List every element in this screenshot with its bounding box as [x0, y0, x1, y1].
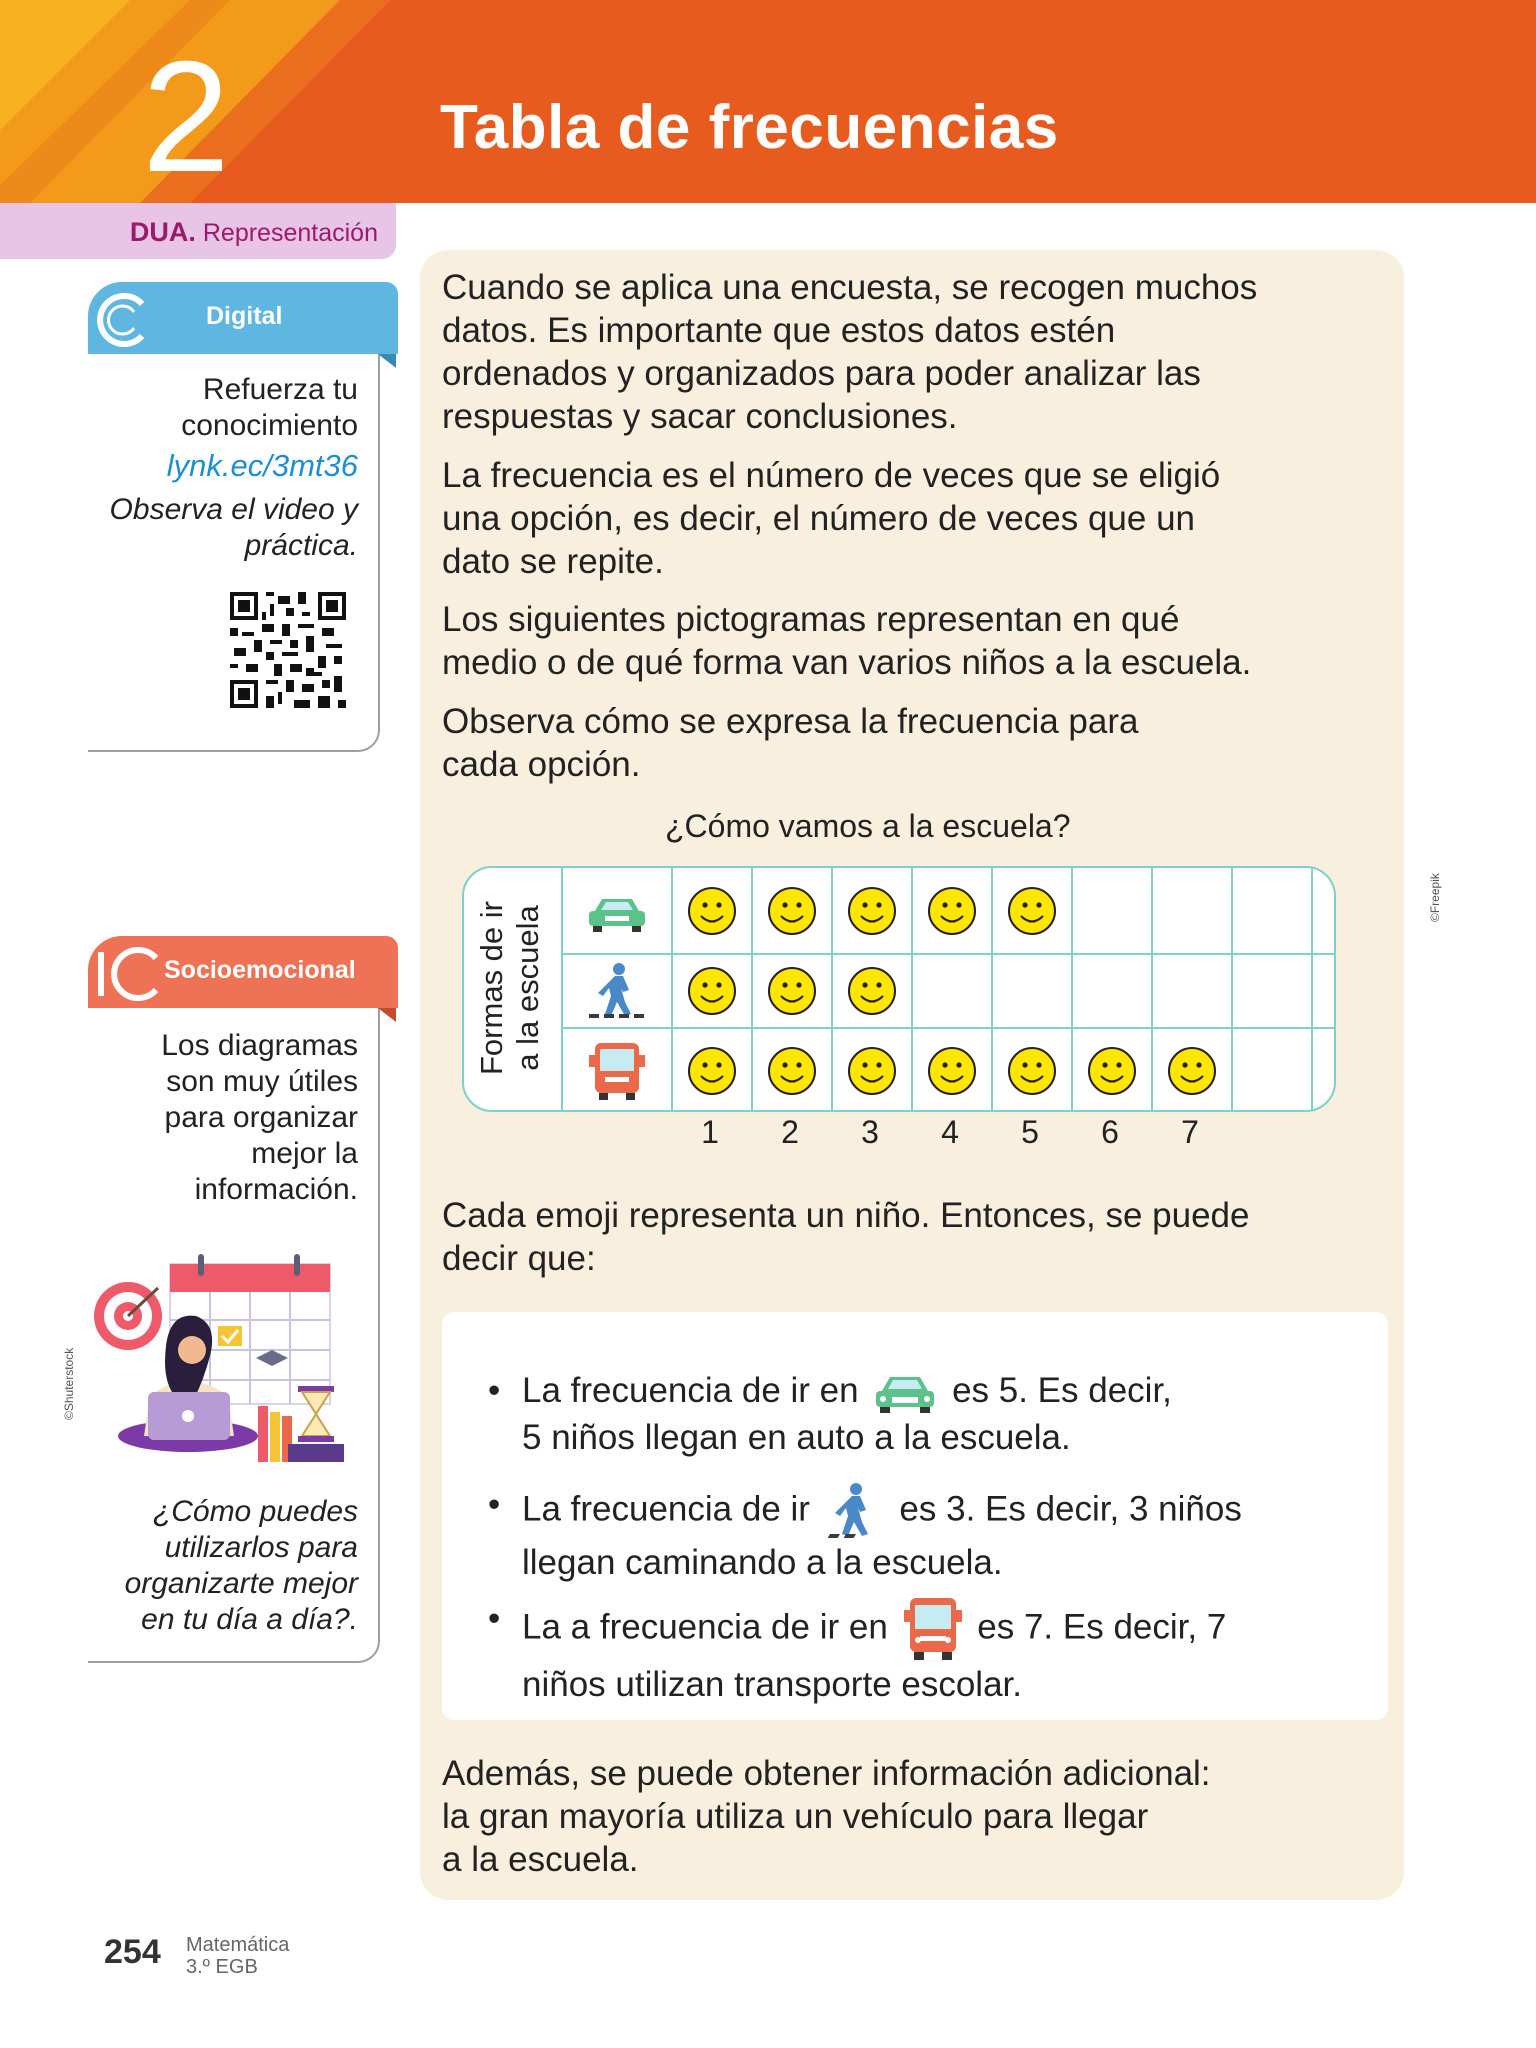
emoji-paragraph	[442, 1194, 1392, 1280]
frequency-text: es 5. Es decir,	[952, 1371, 1172, 1410]
car-icon	[874, 1371, 936, 1415]
digital-hint	[110, 492, 358, 564]
dua-prefix: DUA.	[129, 217, 196, 247]
frequency-item-bus	[488, 1596, 1368, 1708]
x-tick-label: 2	[781, 1114, 799, 1150]
dua-label	[130, 217, 378, 248]
smiley-icon	[929, 1048, 975, 1094]
image-credit: ©Freepik	[1428, 873, 1442, 922]
frequency-line	[488, 1482, 1368, 1540]
digital-line: Refuerza tu	[202, 373, 358, 406]
text-line: Cuando se aplica una encuesta, se recogen muchos	[442, 268, 1258, 307]
frequency-text: La frecuencia de ir en	[522, 1371, 859, 1410]
x-tick-label: 3	[861, 1114, 879, 1150]
text-line: la gran mayoría utiliza un vehículo para llegar	[442, 1797, 1149, 1836]
page-header	[0, 0, 1536, 203]
illustration-credit: ©Shuterstock	[62, 1347, 76, 1420]
smiley-icon	[689, 888, 735, 934]
frequency-item-walking	[488, 1482, 1368, 1586]
digital-tab	[88, 282, 398, 354]
smiley-icon	[689, 968, 735, 1014]
text-line: dato se repite.	[442, 542, 664, 581]
socio-question-line: en tu día a día?.	[141, 1603, 358, 1636]
frequency-text: La a frecuencia de ir en	[522, 1607, 888, 1647]
text-line: Los siguientes pictogramas representan en qué	[442, 600, 1180, 639]
digital-text	[181, 372, 358, 444]
digital-hint-line: práctica.	[244, 529, 358, 562]
woman-calendar-illustration	[88, 1246, 388, 1466]
x-tick-label: 1	[701, 1114, 719, 1150]
frequency-line	[488, 1596, 1368, 1662]
x-tick-label: 7	[1181, 1114, 1199, 1150]
conclusion-paragraph	[442, 1752, 1392, 1881]
text-line: Además, se puede obtener información adicional:	[442, 1754, 1211, 1793]
qr-code-icon[interactable]	[230, 592, 346, 708]
bullet: •	[488, 1371, 501, 1410]
socio-question	[125, 1494, 358, 1638]
intro-paragraph	[442, 266, 1392, 438]
smiley-icon	[1009, 1048, 1055, 1094]
text-line: cada opción.	[442, 745, 641, 784]
text-line: datos. Es importante que estos datos estén	[442, 311, 1116, 350]
frequency-line: llegan caminando a la escuela.	[522, 1543, 1003, 1582]
pictogram-table	[462, 866, 1336, 1112]
socio-line: para organizar	[164, 1101, 358, 1134]
smiley-icon	[689, 1048, 735, 1094]
smiley-icon	[849, 968, 895, 1014]
y-label-line: Formas de ir	[474, 901, 509, 1075]
digital-box	[88, 282, 380, 752]
socio-question-line: organizarte mejor	[124, 1567, 358, 1600]
tab-fold	[378, 354, 396, 368]
frequency-text: es 7. Es decir, 7	[977, 1607, 1227, 1647]
bus-icon	[589, 1043, 645, 1100]
x-tick-label: 6	[1101, 1114, 1119, 1150]
socio-text	[161, 1028, 358, 1208]
digital-link[interactable]: lynk.ec/3mt36	[166, 448, 358, 483]
smiley-icon	[849, 1048, 895, 1094]
x-tick-label: 4	[941, 1114, 959, 1150]
frequency-line: niños utilizan transporte escolar.	[522, 1665, 1022, 1704]
header-stripes	[0, 0, 460, 203]
socio-line: Los diagramas	[161, 1029, 358, 1062]
text-line: La frecuencia es el número de veces que se eligió	[442, 456, 1221, 495]
lesson-number: 2	[142, 29, 230, 203]
smiley-icon	[1169, 1048, 1215, 1094]
smiley-icon	[1009, 888, 1055, 934]
dua-representation: Representación	[202, 219, 378, 247]
pictogram-grid	[464, 868, 1336, 1112]
page-title: Tabla de frecuencias	[440, 93, 1059, 162]
pictogram-paragraph	[442, 598, 1392, 684]
digital-line: conocimiento	[181, 409, 358, 442]
text-line: ordenados y organizados para poder analizar las	[442, 354, 1201, 393]
subject-label	[186, 1934, 289, 1978]
socio-tab-label: Socioemocional	[164, 956, 356, 984]
digital-tab-label: Digital	[206, 302, 283, 330]
socio-line: mejor la	[251, 1137, 358, 1170]
bullet: •	[488, 1485, 501, 1524]
text-line: Cada emoji representa un niño. Entonces, se puede	[442, 1196, 1250, 1235]
socio-ic-icon	[90, 944, 170, 1004]
pedestrian-icon	[826, 1482, 884, 1540]
text-line: medio o de qué forma van varios niños a la escuela.	[442, 643, 1252, 682]
page-number: 254	[104, 1933, 161, 1971]
definition-paragraph	[442, 454, 1392, 583]
bus-icon	[904, 1596, 962, 1662]
smiley-icon	[929, 888, 975, 934]
frequency-text: es 3. Es decir, 3 niños	[899, 1489, 1242, 1529]
pictogram-y-label	[474, 868, 546, 1108]
socio-box	[88, 936, 380, 1663]
smiley-icon	[769, 888, 815, 934]
text-line: a la escuela.	[442, 1840, 639, 1879]
frequency-box	[442, 1312, 1388, 1720]
socio-question-line: utilizarlos para	[164, 1531, 358, 1564]
dua-bar	[0, 203, 396, 259]
digital-hint-line: Observa el video y	[109, 493, 358, 526]
smiley-icon	[769, 968, 815, 1014]
socio-tab	[88, 936, 398, 1008]
text-line: respuestas y sacar conclusiones.	[442, 397, 958, 436]
smiley-icon	[1089, 1048, 1135, 1094]
socio-line: son muy útiles	[166, 1065, 358, 1098]
chart-title: ¿Cómo vamos a la escuela?	[665, 808, 1071, 844]
x-tick-label: 5	[1021, 1114, 1039, 1150]
subject-name: Matemática	[186, 1934, 290, 1956]
frequency-line: 5 niños llegan en auto a la escuela.	[522, 1417, 1071, 1457]
tab-fold	[378, 1008, 396, 1022]
observe-paragraph	[442, 700, 1392, 786]
main-panel	[420, 250, 1404, 1900]
frequency-text: La frecuencia de ir	[522, 1489, 810, 1529]
digital-c-icon	[90, 290, 154, 350]
pedestrian-icon	[589, 963, 644, 1018]
frequency-item-car	[488, 1368, 1368, 1461]
text-line: una opción, es decir, el número de veces que un	[442, 499, 1195, 538]
frequency-line	[488, 1368, 1368, 1415]
smiley-icon	[769, 1048, 815, 1094]
smiley-icon	[849, 888, 895, 934]
grade-name: 3.º EGB	[186, 1956, 258, 1978]
bullet: •	[488, 1599, 501, 1638]
text-line: Observa cómo se expresa la frecuencia para	[442, 702, 1139, 741]
y-label-line: a la escuela	[510, 905, 545, 1071]
socio-line: información.	[194, 1173, 358, 1206]
car-icon	[589, 899, 645, 932]
text-line: decir que:	[442, 1239, 596, 1278]
socio-question-line: ¿Cómo puedes	[152, 1495, 358, 1528]
